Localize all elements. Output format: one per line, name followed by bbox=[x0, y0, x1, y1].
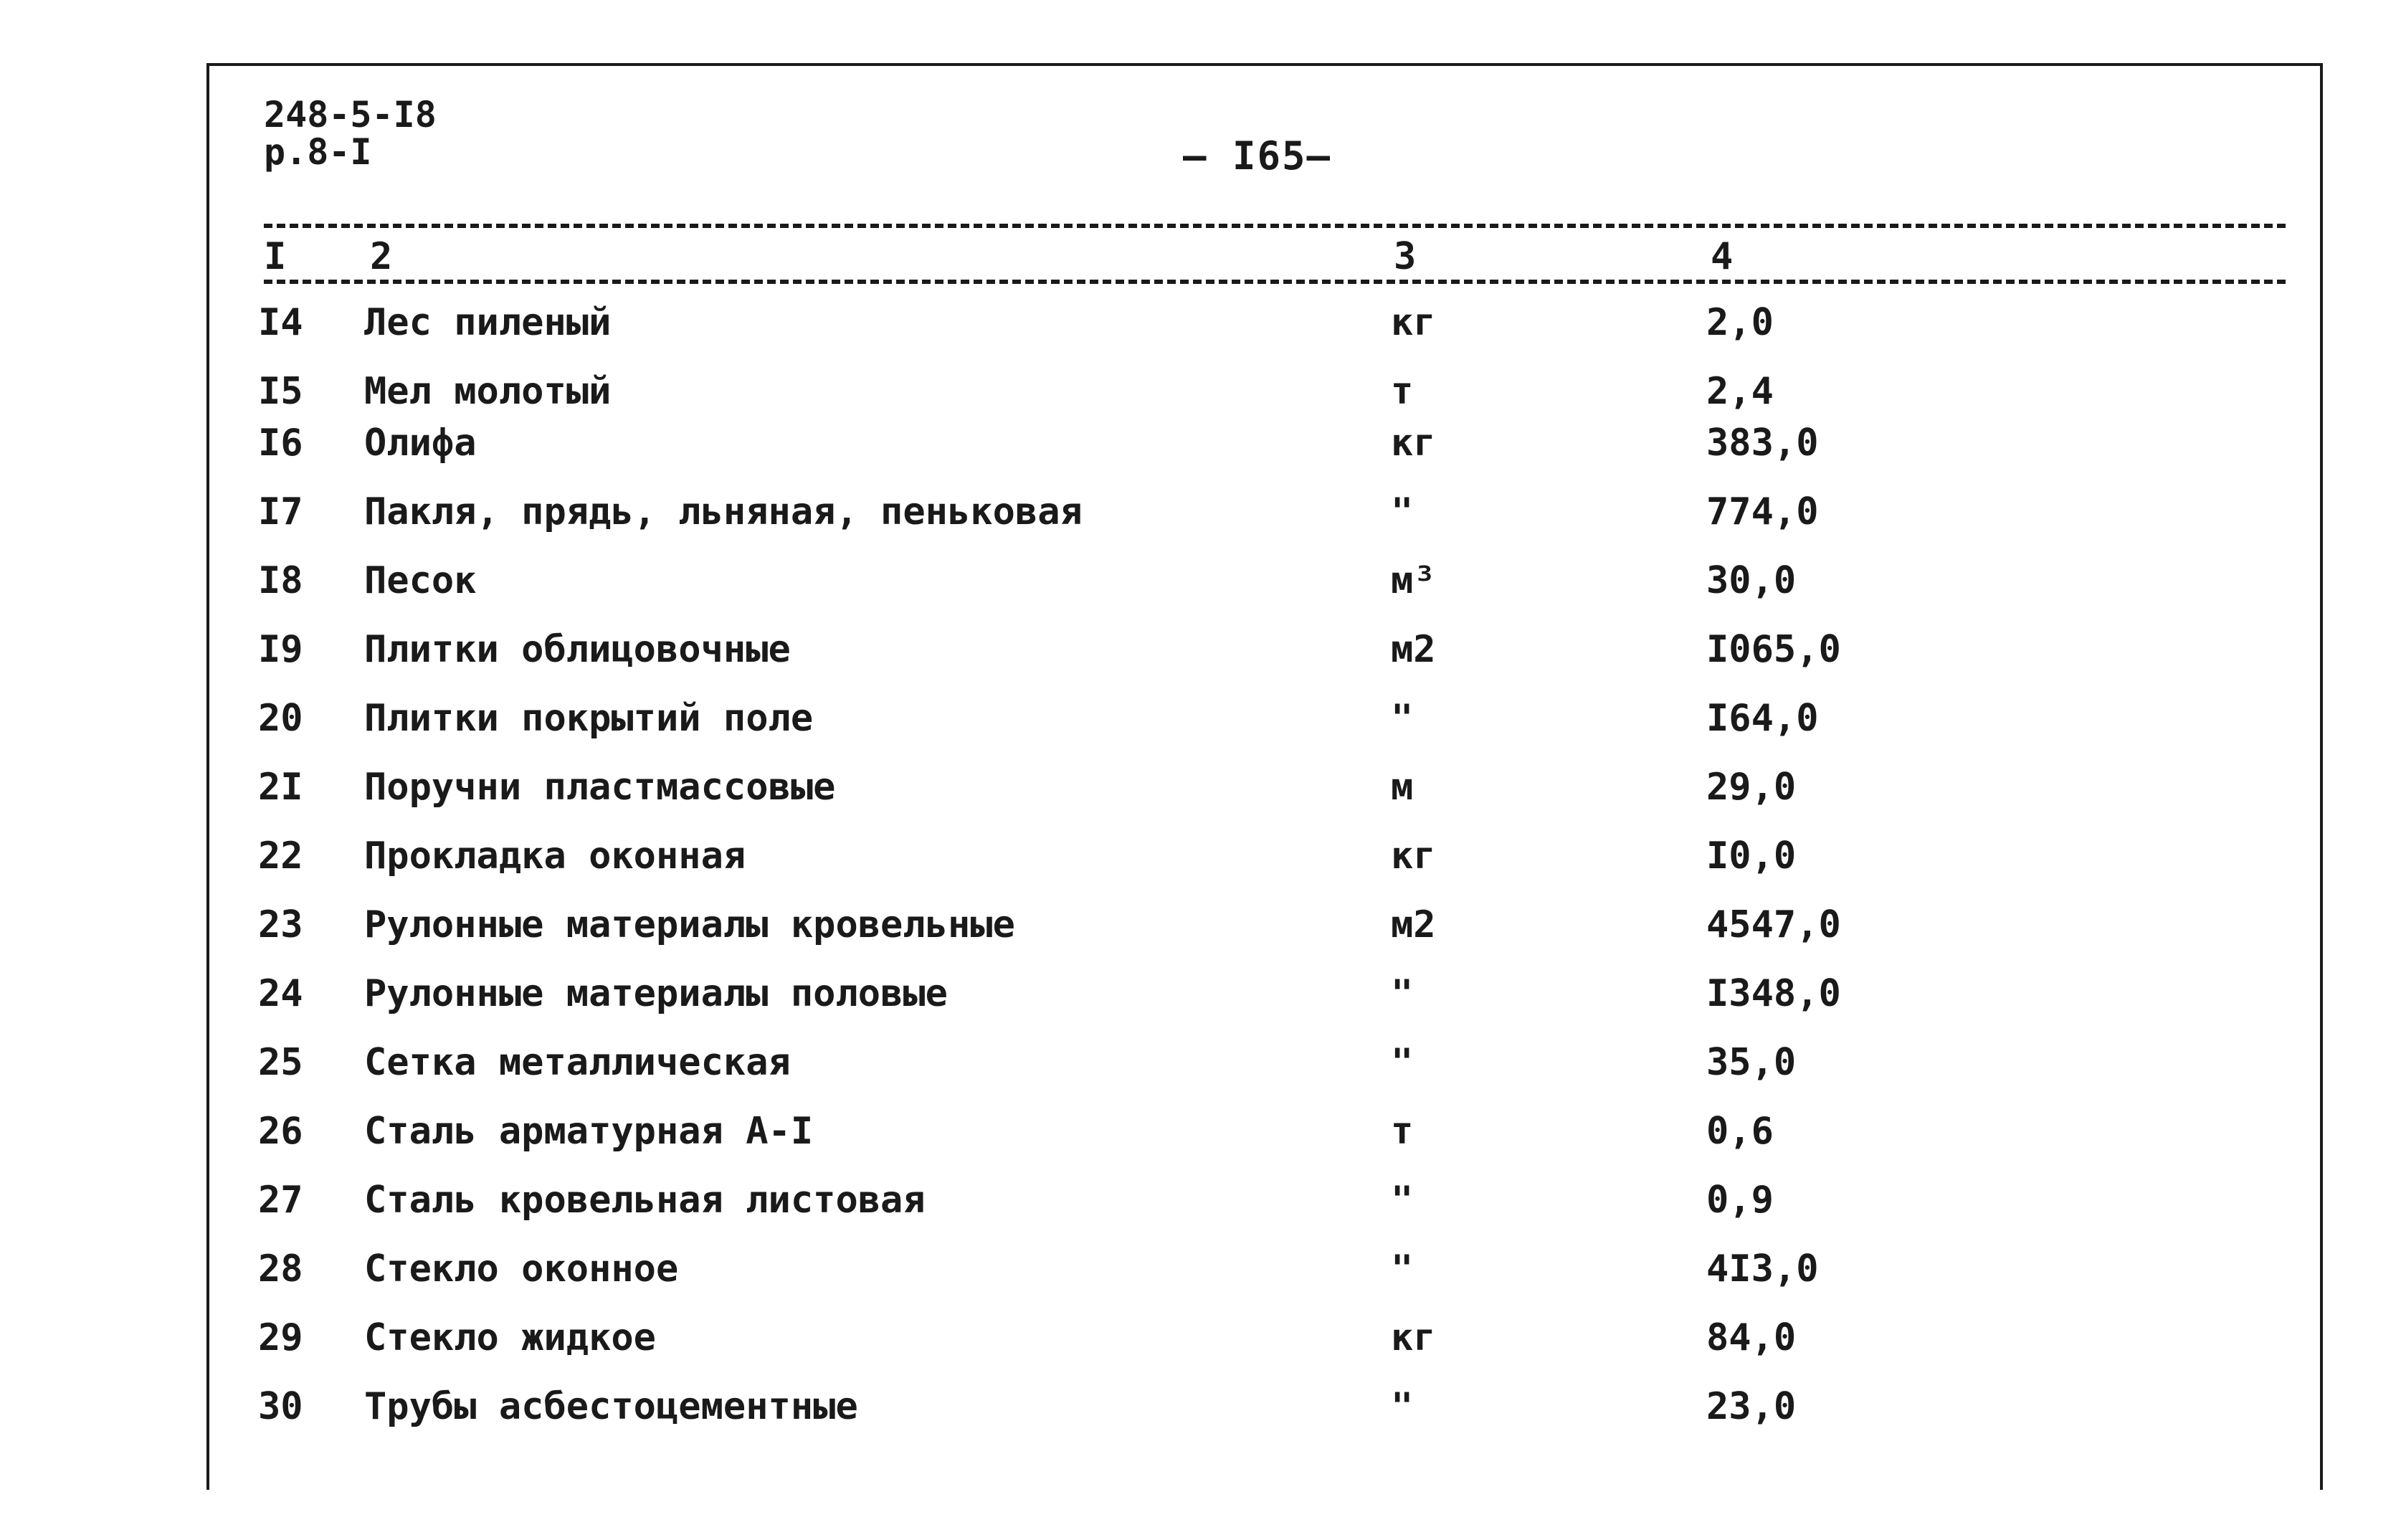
row-number: I8 bbox=[258, 559, 303, 602]
row-number: 25 bbox=[258, 1041, 303, 1084]
quantity: 774,0 bbox=[1706, 490, 1819, 533]
material-name: Стекло жидкое bbox=[364, 1316, 656, 1359]
material-name: Пакля, прядь, льняная, пеньковая bbox=[364, 490, 1083, 533]
quantity: 383,0 bbox=[1706, 422, 1819, 465]
material-name: Рулонные материалы половые bbox=[364, 972, 948, 1015]
quantity: 23,0 bbox=[1706, 1385, 1797, 1428]
table-row bbox=[0, 490, 2401, 559]
materials-table bbox=[0, 301, 2401, 1454]
unit: м³ bbox=[1391, 559, 1436, 602]
unit: м bbox=[1391, 766, 1414, 809]
quantity: 35,0 bbox=[1706, 1041, 1797, 1084]
material-name: Трубы асбестоцементные bbox=[364, 1385, 858, 1428]
quantity: 0,6 bbox=[1706, 1110, 1774, 1153]
quantity: 0,9 bbox=[1706, 1179, 1774, 1222]
table-row bbox=[0, 1041, 2401, 1110]
row-number: 29 bbox=[258, 1316, 303, 1359]
row-number: 28 bbox=[258, 1247, 303, 1291]
unit: " bbox=[1391, 972, 1414, 1015]
material-name: Плитки покрытий поле bbox=[364, 697, 814, 740]
material-name: Сталь кровельная листовая bbox=[364, 1179, 926, 1222]
quantity: 84,0 bbox=[1706, 1316, 1797, 1359]
material-name: Песок bbox=[364, 559, 477, 602]
table-row bbox=[0, 766, 2401, 835]
table-row bbox=[0, 370, 2401, 422]
row-number: 30 bbox=[258, 1385, 303, 1428]
material-name: Стекло оконное bbox=[364, 1247, 679, 1291]
unit: кг bbox=[1391, 422, 1436, 465]
material-name: Плитки облицовочные bbox=[364, 628, 791, 671]
table-row bbox=[0, 1110, 2401, 1179]
row-number: I9 bbox=[258, 628, 303, 671]
table-row bbox=[0, 835, 2401, 903]
table-row bbox=[0, 1316, 2401, 1385]
table-row bbox=[0, 972, 2401, 1041]
table-row bbox=[0, 301, 2401, 370]
row-number: I4 bbox=[258, 301, 303, 344]
material-name: Сетка металлическая bbox=[364, 1041, 791, 1084]
table-row bbox=[0, 628, 2401, 697]
quantity: 29,0 bbox=[1706, 766, 1797, 809]
quantity: I348,0 bbox=[1706, 972, 1841, 1015]
material-name: Мел молотый bbox=[364, 370, 612, 413]
row-number: 23 bbox=[258, 903, 303, 946]
unit: " bbox=[1391, 1179, 1414, 1222]
quantity: I0,0 bbox=[1706, 835, 1797, 878]
unit: кг bbox=[1391, 835, 1436, 878]
material-name: Лес пиленый bbox=[364, 301, 612, 344]
row-number: I6 bbox=[258, 422, 303, 465]
quantity: 4I3,0 bbox=[1706, 1247, 1819, 1291]
unit: " bbox=[1391, 1385, 1414, 1428]
row-number: 20 bbox=[258, 697, 303, 740]
row-number: 27 bbox=[258, 1179, 303, 1222]
unit: т bbox=[1391, 370, 1414, 413]
material-name: Сталь арматурная А-I bbox=[364, 1110, 814, 1153]
unit: кг bbox=[1391, 301, 1436, 344]
quantity: I065,0 bbox=[1706, 628, 1841, 671]
quantity: 30,0 bbox=[1706, 559, 1797, 602]
row-number: 26 bbox=[258, 1110, 303, 1153]
table-row bbox=[0, 559, 2401, 628]
document-code-line2: р.8-I bbox=[264, 131, 372, 173]
table-row bbox=[0, 1385, 2401, 1454]
unit: кг bbox=[1391, 1316, 1436, 1359]
table-row bbox=[0, 903, 2401, 972]
row-number: 2I bbox=[258, 766, 303, 809]
page-number: — I65— bbox=[1183, 133, 1332, 179]
header-top-dashed-rule bbox=[264, 224, 2286, 228]
column-header-2: 2 bbox=[370, 235, 393, 278]
row-number: I7 bbox=[258, 490, 303, 533]
unit: м2 bbox=[1391, 628, 1436, 671]
quantity: I64,0 bbox=[1706, 697, 1819, 740]
document-code bbox=[264, 96, 437, 171]
unit: " bbox=[1391, 490, 1414, 533]
unit: " bbox=[1391, 697, 1414, 740]
unit: " bbox=[1391, 1247, 1414, 1291]
material-name: Рулонные материалы кровельные bbox=[364, 903, 1015, 946]
unit: " bbox=[1391, 1041, 1414, 1084]
material-name: Олифа bbox=[364, 422, 477, 465]
row-number: 24 bbox=[258, 972, 303, 1015]
quantity: 2,4 bbox=[1706, 370, 1774, 413]
row-number: I5 bbox=[258, 370, 303, 413]
table-row bbox=[0, 697, 2401, 766]
column-header-3: 3 bbox=[1394, 235, 1417, 278]
table-row bbox=[0, 422, 2401, 490]
column-header-1: I bbox=[264, 235, 287, 278]
unit: м2 bbox=[1391, 903, 1436, 946]
material-name: Поручни пластмассовые bbox=[364, 766, 836, 809]
unit: т bbox=[1391, 1110, 1414, 1153]
quantity: 4547,0 bbox=[1706, 903, 1841, 946]
row-number: 22 bbox=[258, 835, 303, 878]
document-code-line1: 248-5-I8 bbox=[264, 94, 437, 136]
header-bottom-dashed-rule bbox=[264, 280, 2286, 284]
column-header-4: 4 bbox=[1711, 235, 1734, 278]
table-row bbox=[0, 1247, 2401, 1316]
table-row bbox=[0, 1179, 2401, 1247]
material-name: Прокладка оконная bbox=[364, 835, 746, 878]
quantity: 2,0 bbox=[1706, 301, 1774, 344]
